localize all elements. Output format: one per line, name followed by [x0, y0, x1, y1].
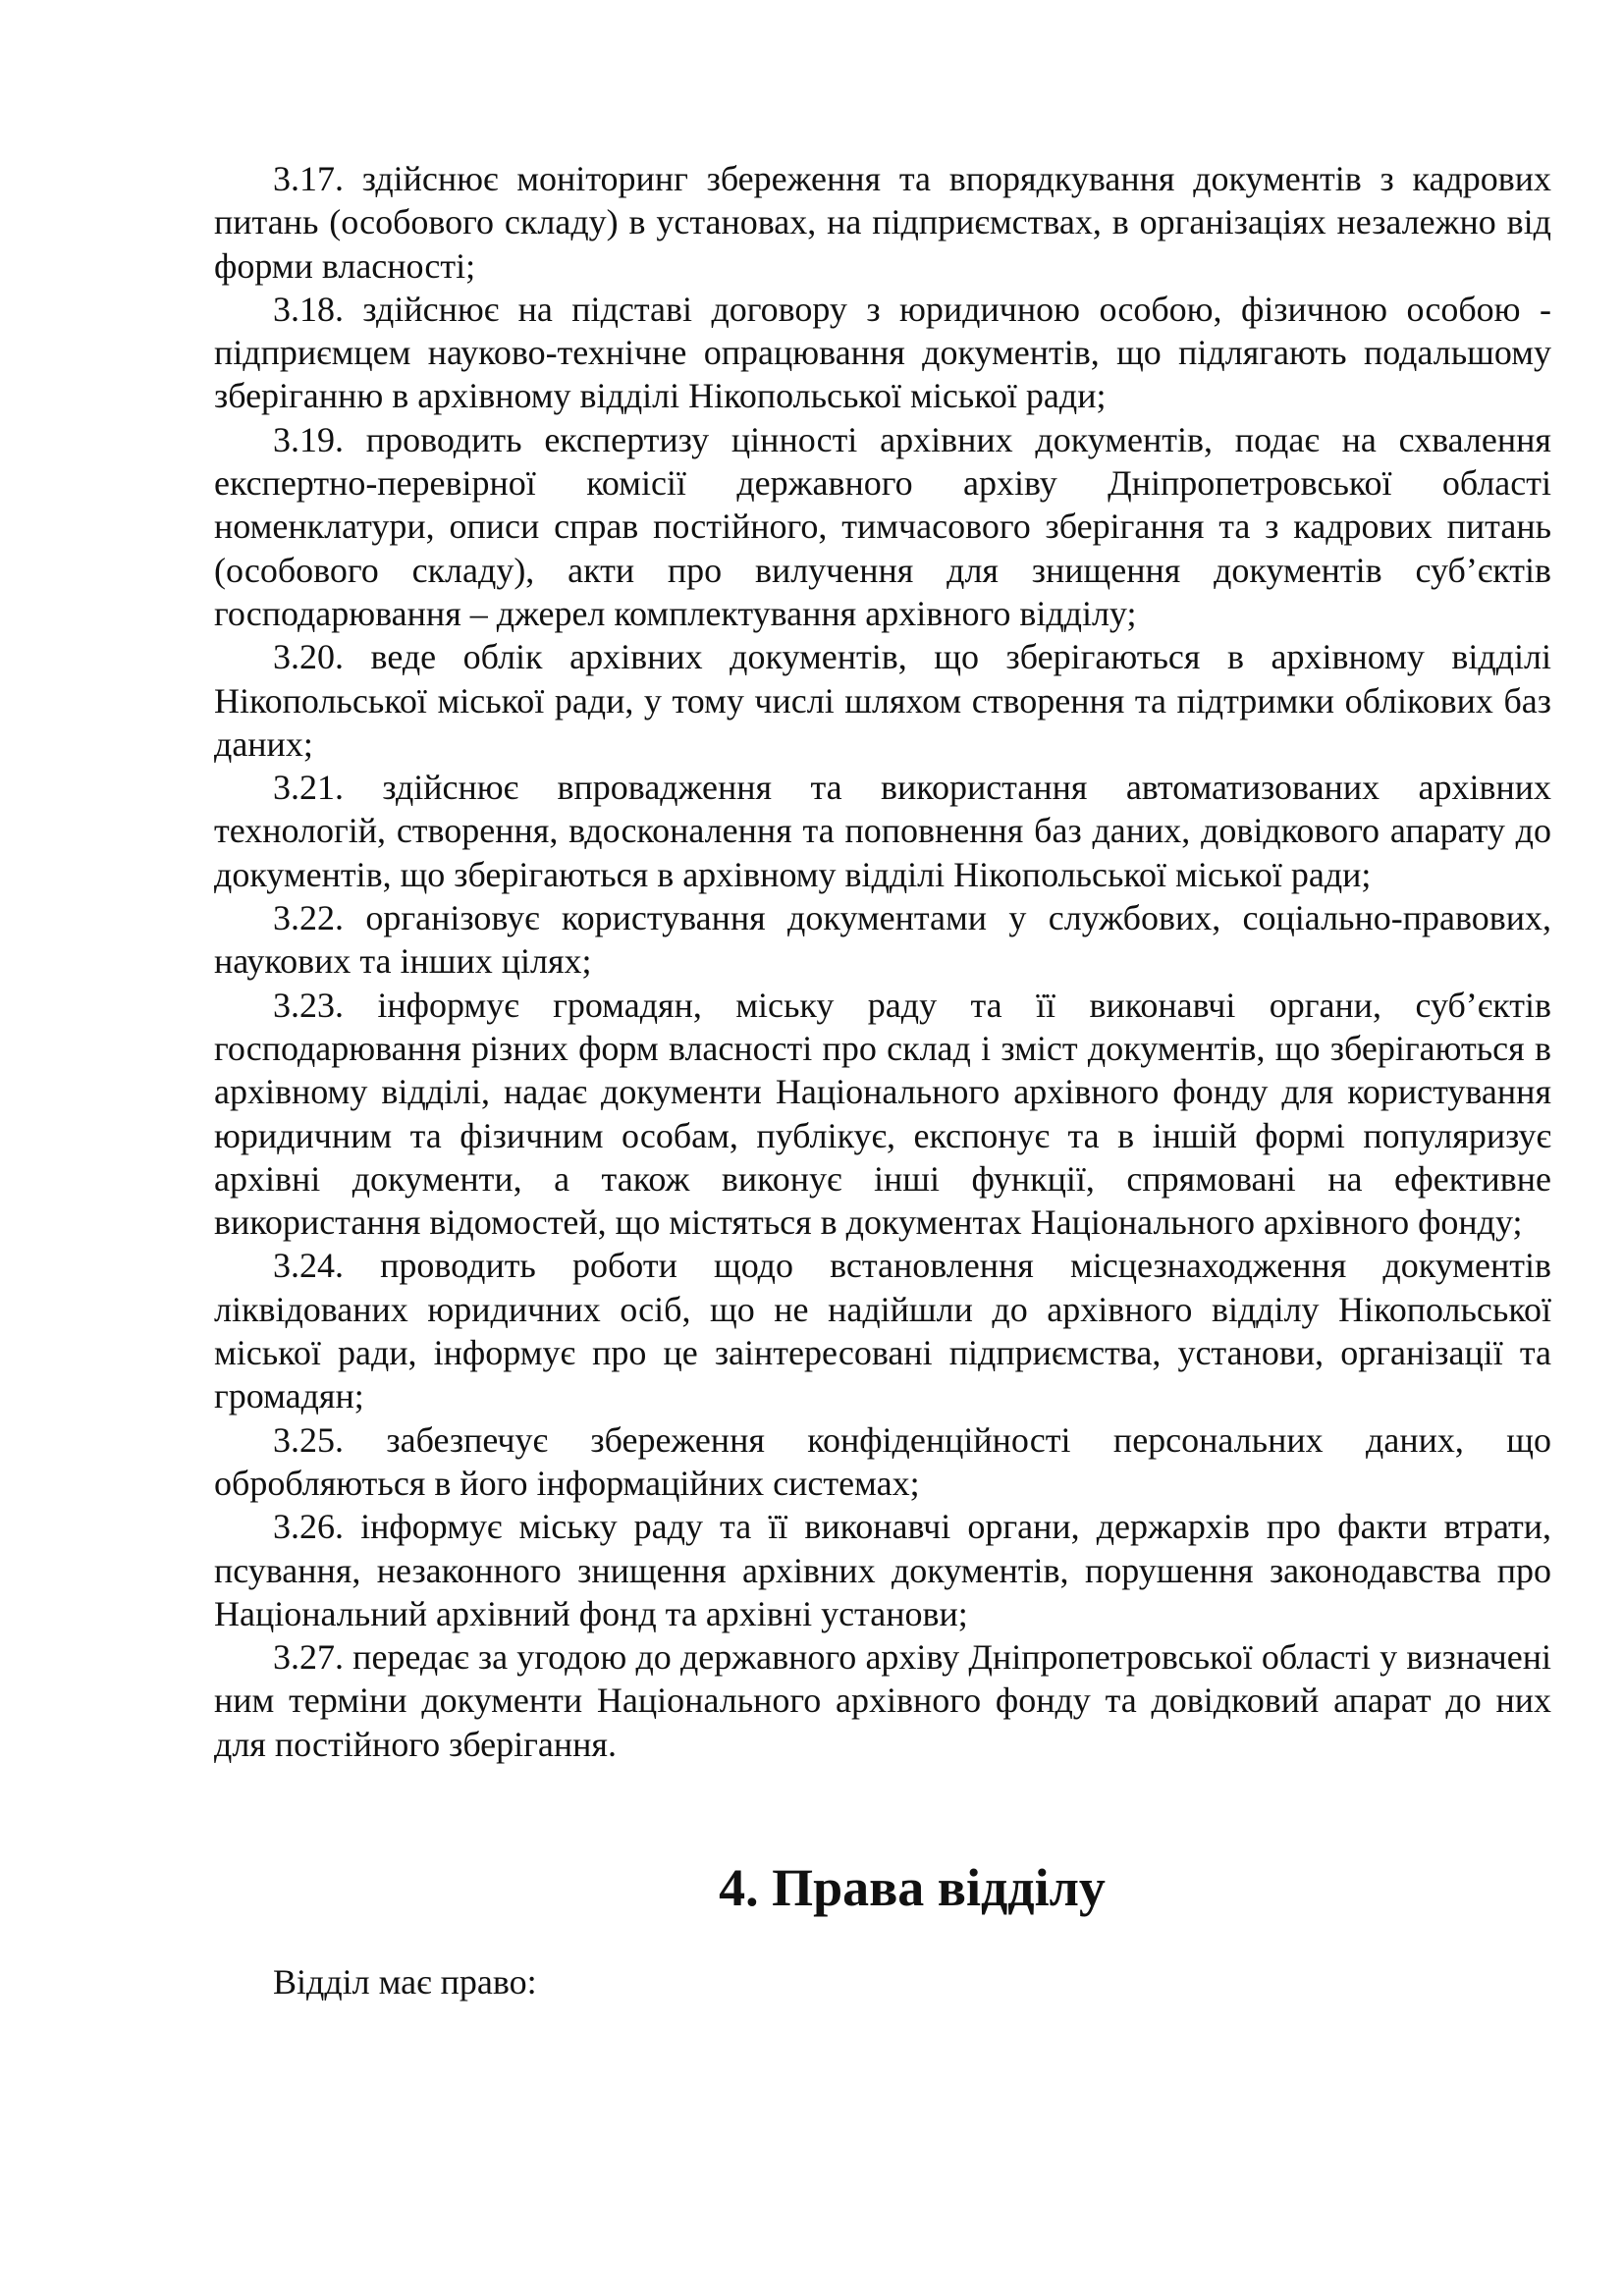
paragraph-3-20: 3.20. веде облік архівних документів, що зберігаються в архівному відділі Нікопольської міської ради, у тому числі шляхом створення та підтримки облікових баз даних; [214, 637, 1551, 764]
section-heading: 4. Права відділу [719, 1857, 1106, 1917]
paragraph-3-25: 3.25. забезпечує збереження конфіденційності персональних даних, що обробляються в його інформаційних системах; [214, 1419, 1551, 1503]
paragraph-3-24: 3.24. проводить роботи щодо встановлення місцезнаходження документів ліквідованих юридичних осіб, що не надійшли до архівного відділу Нікопольської міської ради, інформує про це заінтересовані підприємства, установи, організації та громадян; [214, 1246, 1551, 1416]
section-spacer [214, 1766, 1551, 1866]
paragraph-3-26: 3.26. інформує міську раду та її виконавчі органи, держархів про факти втрати, псування, незаконного знищення архівних документів, порушення законодавства про Національний архівний фонд та архівні установи; [214, 1507, 1551, 1633]
heading-spacer [214, 1909, 1551, 1960]
paragraph-3-18: 3.18. здійснює на підставі договору з юридичною особою, фізичною особою - підприємцем науково-технічне опрацювання документів, що підлягають подальшому зберіганню в архівному відділі Нікопольської міської ради; [214, 289, 1551, 416]
paragraph-3-17: 3.17. здійснює моніторинг збереження та впорядкування документів з кадрових питань (особового складу) в установах, на підприємствах, в організаціях незалежно від форми власності; [214, 159, 1551, 286]
paragraph-3-19: 3.19. проводить експертизу цінності архівних документів, подає на схвалення експертно-перевірної комісії державного архіву Дніпропетровської області номенклатури, описи справ постійного, тимчасового зберігання та з кадрових питань (особового складу), акти про вилучення для знищення документів суб’єктів господарювання – джерел комплектування архівного відділу; [214, 419, 1551, 633]
paragraph-3-27: 3.27. передає за угодою до державного архіву Дніпропетровської області у визначені ним терміни документи Національного архівного фонду та довідковий апарат до них для постійного зберігання. [214, 1637, 1551, 1764]
paragraph-3-23: 3.23. інформує громадян, міську раду та її виконавчі органи, суб’єктів господарювання різних форм власності про склад і зміст документів, що зберігаються в архівному відділі, надає документи Національного архівного фонду для користування юридичним та фізичним особам, публікує, експонує та в іншій формі популяризує архівні документи, а також виконує інші функції, спрямовані на ефективне використання відомостей, що містяться в документах Національного архівного фонду; [214, 985, 1551, 1243]
intro-line: Відділ має право: [273, 1962, 537, 2002]
paragraph-3-21: 3.21. здійснює впровадження та використання автоматизованих архівних технологій, створення, вдосконалення та поповнення баз даних, довідкового апарату до документів, що зберігаються в архівному відділі Нікопольської міської ради; [214, 768, 1551, 894]
document-body [214, 157, 1551, 2004]
paragraph-3-22: 3.22. організовує користування документами у службових, соціально-правових, наукових та інших цілях; [214, 898, 1551, 982]
